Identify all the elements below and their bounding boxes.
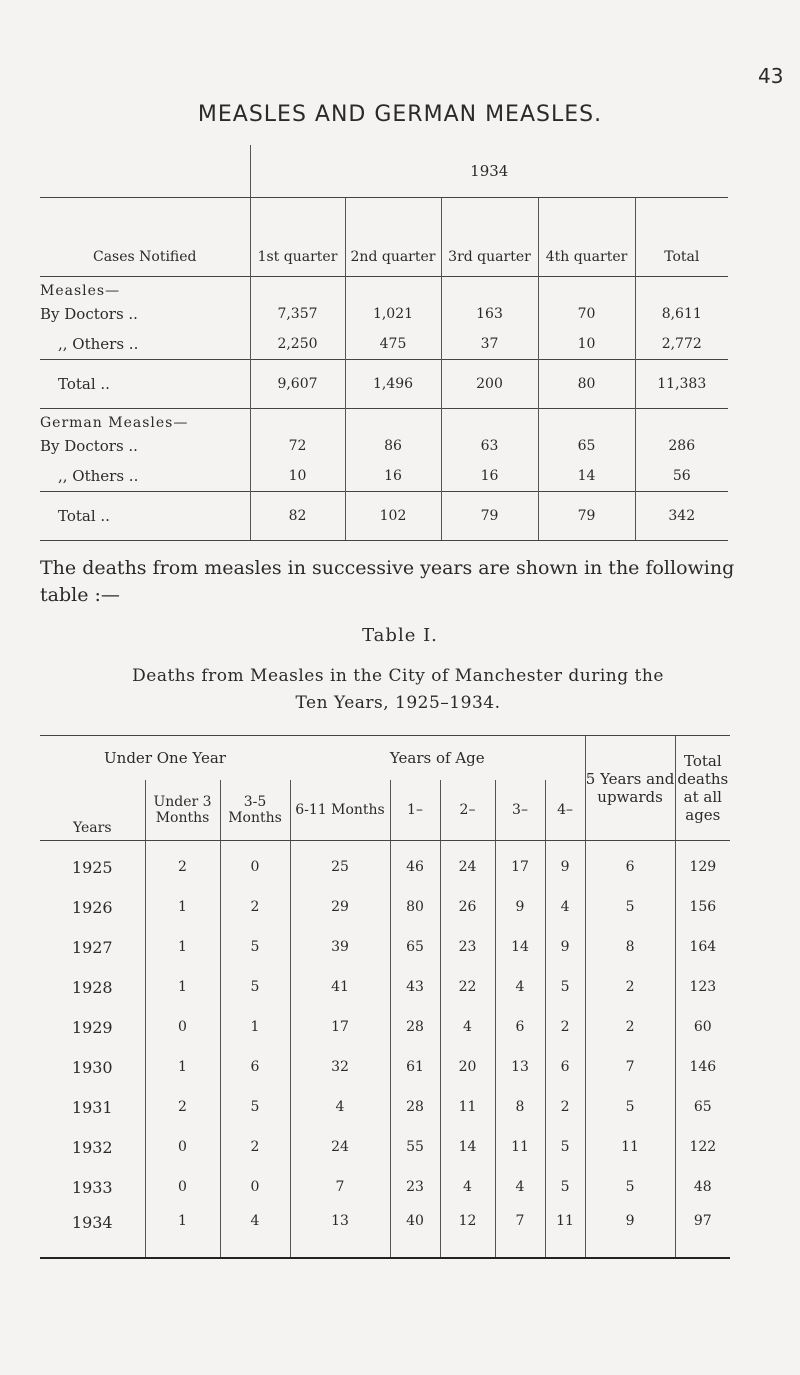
cell: 5 <box>545 1127 585 1167</box>
row-label: By Doctors .. <box>40 305 138 323</box>
cell: 65 <box>675 1087 730 1127</box>
cell: 29 <box>290 887 390 927</box>
cell: 43 <box>390 967 440 1007</box>
table-row <box>40 461 728 492</box>
cell: 9 <box>585 1207 675 1258</box>
cell: 1 <box>220 1007 290 1047</box>
cell: 286 <box>635 431 728 461</box>
cell: 23 <box>390 1167 440 1207</box>
cell: 2 <box>145 841 220 888</box>
cell: 7 <box>585 1047 675 1087</box>
cell: 0 <box>145 1167 220 1207</box>
page-number: 43 <box>758 64 784 88</box>
cell: 9,607 <box>250 360 345 409</box>
cell: 40 <box>390 1207 440 1258</box>
cell: 2 <box>220 887 290 927</box>
cell: 5 <box>585 1087 675 1127</box>
cell: 6 <box>545 1047 585 1087</box>
cell: 1 <box>145 1207 220 1258</box>
cell: 1,496 <box>345 360 441 409</box>
cell: 2 <box>545 1087 585 1127</box>
cell: 14 <box>440 1127 495 1167</box>
cell: 9 <box>545 927 585 967</box>
cell: 5 <box>220 927 290 967</box>
cell: 55 <box>390 1127 440 1167</box>
col-header-2: 2– <box>440 780 495 841</box>
cell: 4 <box>220 1207 290 1258</box>
cell: 11 <box>585 1127 675 1167</box>
col-header-cases: Cases Notified <box>40 198 250 277</box>
year-header: 1934 <box>250 145 728 198</box>
cell: 65 <box>538 431 635 461</box>
cell: 70 <box>538 299 635 329</box>
cell: 2 <box>545 1007 585 1047</box>
cell: 41 <box>290 967 390 1007</box>
cell: 60 <box>675 1007 730 1047</box>
group-header-under-one-year: Under One Year <box>40 736 290 781</box>
col-header-q1: 1st quarter <box>250 198 345 277</box>
cell: 5 <box>220 1087 290 1127</box>
cell: 4 <box>440 1167 495 1207</box>
cell: 7 <box>495 1207 545 1258</box>
cell: 20 <box>440 1047 495 1087</box>
cell: 0 <box>220 1167 290 1207</box>
col-header-3: 3– <box>495 780 545 841</box>
cell: 16 <box>345 461 441 492</box>
cell: 129 <box>675 841 730 888</box>
cell: 17 <box>495 841 545 888</box>
year-cell: 1930 <box>71 1057 113 1077</box>
row-label: ,, Others .. <box>58 467 139 485</box>
year-cell: 1929 <box>71 1017 113 1037</box>
table-row <box>40 1207 730 1258</box>
table-row <box>40 1007 730 1047</box>
row-label: Total .. <box>40 360 250 409</box>
cell: 8 <box>585 927 675 967</box>
year-cell: 1925 <box>71 857 113 877</box>
cell: 14 <box>538 461 635 492</box>
cell: 22 <box>440 967 495 1007</box>
col-header-q2: 2nd quarter <box>345 198 441 277</box>
cell: 80 <box>390 887 440 927</box>
cell: 17 <box>290 1007 390 1047</box>
cell: 102 <box>345 492 441 541</box>
cell: 14 <box>495 927 545 967</box>
cell: 1 <box>145 927 220 967</box>
cell: 16 <box>441 461 538 492</box>
cell: 12 <box>440 1207 495 1258</box>
table-row <box>40 887 730 927</box>
year-cell: 1928 <box>71 977 113 997</box>
cell: 11 <box>545 1207 585 1258</box>
table-row <box>40 967 730 1007</box>
col-header-under-3-months: Under 3 Months <box>145 780 220 841</box>
cases-notified-table <box>40 145 728 541</box>
year-cell: 1933 <box>71 1177 113 1197</box>
cell: 6 <box>585 841 675 888</box>
cell: 28 <box>390 1007 440 1047</box>
cell: 86 <box>345 431 441 461</box>
cell: 7,357 <box>250 299 345 329</box>
cell: 0 <box>145 1007 220 1047</box>
cell: 97 <box>675 1207 730 1258</box>
cell: 10 <box>250 461 345 492</box>
cell: 163 <box>441 299 538 329</box>
cell: 24 <box>290 1127 390 1167</box>
table-row <box>40 927 730 967</box>
row-label: By Doctors .. <box>40 437 138 455</box>
cell: 2 <box>220 1127 290 1167</box>
total-row <box>40 492 728 541</box>
year-cell: 1926 <box>71 897 113 917</box>
cell: 4 <box>495 967 545 1007</box>
cell: 28 <box>390 1087 440 1127</box>
page-heading: MEASLES AND GERMAN MEASLES. <box>197 102 603 127</box>
cell: 80 <box>538 360 635 409</box>
cell: 164 <box>675 927 730 967</box>
cell: 4 <box>545 887 585 927</box>
caption-line-2: Ten Years, 1925–1934. <box>295 693 501 713</box>
cell: 8 <box>495 1087 545 1127</box>
col-header-6-11-months: 6-11 Months <box>290 780 390 841</box>
cell: 9 <box>495 887 545 927</box>
cell: 11 <box>495 1127 545 1167</box>
table-row <box>40 299 728 329</box>
cell: 61 <box>390 1047 440 1087</box>
cell: 7 <box>290 1167 390 1207</box>
cell: 6 <box>220 1047 290 1087</box>
cell: 5 <box>545 967 585 1007</box>
cell: 4 <box>290 1087 390 1127</box>
cell: 13 <box>495 1047 545 1087</box>
cell: 4 <box>440 1007 495 1047</box>
table-row <box>40 1047 730 1087</box>
section-title-german-measles: German Measles— <box>40 415 189 431</box>
cell: 72 <box>250 431 345 461</box>
col-header-years: Years <box>40 780 145 841</box>
cell: 4 <box>495 1167 545 1207</box>
table-row <box>40 1127 730 1167</box>
deaths-table <box>40 735 730 1259</box>
cell: 475 <box>345 329 441 360</box>
cell: 1,021 <box>345 299 441 329</box>
table-row <box>40 1087 730 1127</box>
table-caption <box>40 663 756 717</box>
cell: 123 <box>675 967 730 1007</box>
cell: 342 <box>635 492 728 541</box>
cell: 24 <box>440 841 495 888</box>
intro-paragraph: The deaths from measles in successive years are shown in the following table :— <box>40 557 735 606</box>
cell: 1 <box>145 887 220 927</box>
cell: 48 <box>675 1167 730 1207</box>
table-row <box>40 431 728 461</box>
total-row <box>40 360 728 409</box>
cell: 5 <box>545 1167 585 1207</box>
cell: 32 <box>290 1047 390 1087</box>
cell: 11 <box>440 1087 495 1127</box>
cell: 2 <box>585 1007 675 1047</box>
cell: 5 <box>220 967 290 1007</box>
col-header-q4: 4th quarter <box>538 198 635 277</box>
cell: 13 <box>290 1207 390 1258</box>
cell: 1 <box>145 967 220 1007</box>
cell: 5 <box>585 887 675 927</box>
cell: 56 <box>635 461 728 492</box>
cell: 82 <box>250 492 345 541</box>
cell: 63 <box>441 431 538 461</box>
cell: 2,772 <box>635 329 728 360</box>
year-cell: 1931 <box>71 1097 113 1117</box>
table-row <box>40 329 728 360</box>
cell: 6 <box>495 1007 545 1047</box>
cell: 11,383 <box>635 360 728 409</box>
col-header-3-5-months: 3-5 Months <box>220 780 290 841</box>
cell: 37 <box>441 329 538 360</box>
col-header-1: 1– <box>390 780 440 841</box>
caption-line-1: Deaths from Measles in the City of Manchester during the <box>132 666 664 686</box>
row-label: Total .. <box>40 492 250 541</box>
row-label: ,, Others .. <box>58 335 139 353</box>
year-cell: 1932 <box>71 1137 113 1157</box>
table-row <box>40 841 730 888</box>
cell: 79 <box>538 492 635 541</box>
col-header-5-years: 5 Years and upwards <box>585 736 675 841</box>
cell: 1 <box>145 1047 220 1087</box>
cell: 65 <box>390 927 440 967</box>
cell: 200 <box>441 360 538 409</box>
cell: 146 <box>675 1047 730 1087</box>
cell: 2,250 <box>250 329 345 360</box>
cell: 5 <box>585 1167 675 1207</box>
col-header-total: Total deaths at all ages <box>675 736 730 841</box>
year-cell: 1934 <box>40 1207 145 1258</box>
cell: 39 <box>290 927 390 967</box>
cell: 156 <box>675 887 730 927</box>
cell: 0 <box>220 841 290 888</box>
col-header-4: 4– <box>545 780 585 841</box>
col-header-total: Total <box>635 198 728 277</box>
cell: 2 <box>145 1087 220 1127</box>
col-header-q3: 3rd quarter <box>441 198 538 277</box>
cell: 122 <box>675 1127 730 1167</box>
cell: 0 <box>145 1127 220 1167</box>
section-title-measles: Measles— <box>40 283 121 299</box>
table-title: Table I. <box>362 625 438 646</box>
cell: 23 <box>440 927 495 967</box>
cell: 26 <box>440 887 495 927</box>
cell: 46 <box>390 841 440 888</box>
cell: 79 <box>441 492 538 541</box>
table-row <box>40 1167 730 1207</box>
cell: 9 <box>545 841 585 888</box>
cell: 8,611 <box>635 299 728 329</box>
cell: 2 <box>585 967 675 1007</box>
group-header-years-of-age: Years of Age <box>290 736 585 781</box>
cell: 25 <box>290 841 390 888</box>
year-cell: 1927 <box>71 937 113 957</box>
cell: 10 <box>538 329 635 360</box>
